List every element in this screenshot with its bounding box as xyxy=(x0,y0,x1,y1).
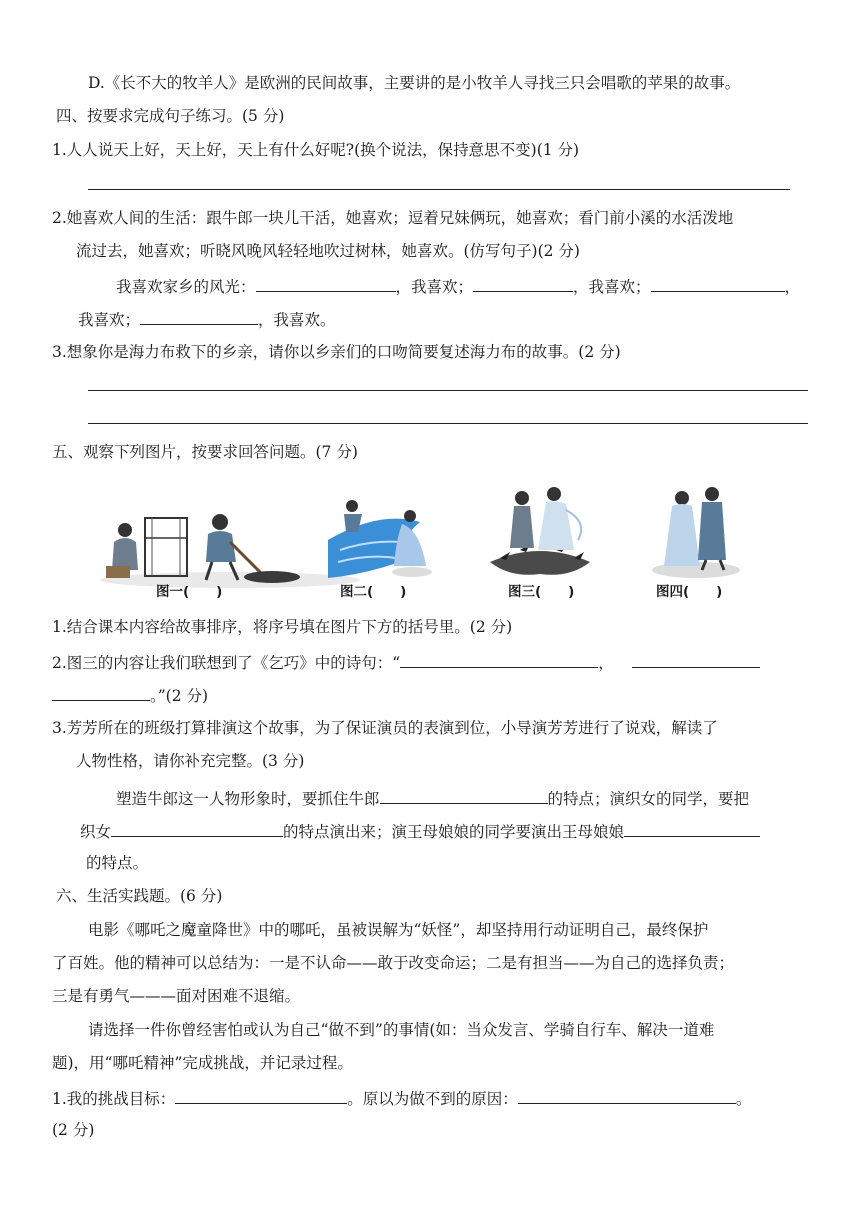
imitation-sentence-row-1 xyxy=(116,275,800,297)
question-4-3: 3.想象你是海力布救下的乡亲，请你以乡亲们的口吻简要复述海力布的故事。(2 分) xyxy=(52,343,621,361)
analysis-text: 塑造牛郎这一人物形象时，要抓住牛郎 xyxy=(116,790,380,808)
blank[interactable] xyxy=(518,1087,736,1104)
blank[interactable] xyxy=(651,275,785,292)
blank[interactable] xyxy=(140,308,258,325)
blank[interactable] xyxy=(175,1087,347,1104)
answer-line-4-3b[interactable] xyxy=(88,423,808,424)
question-5-1: 1.结合课本内容给故事排序，将序号填在图片下方的括号里。(2 分) xyxy=(52,618,513,636)
question-4-2-cont: 流过去，她喜欢；听晓风晚风轻轻地吹过树林，她喜欢。(仿写句子)(2 分) xyxy=(76,242,580,260)
imitation-text: ，我喜欢； xyxy=(395,278,474,296)
blank[interactable] xyxy=(624,820,760,837)
question-6-1-score: (2 分) xyxy=(52,1121,95,1139)
question-text: ， xyxy=(598,654,614,672)
question-4-1: 1.人人说天上好，天上好，天上有什么好呢?(换个说法，保持意思不变)(1 分) xyxy=(52,141,580,159)
blank[interactable] xyxy=(52,684,150,701)
analysis-text: 织女 xyxy=(80,823,112,841)
blank[interactable] xyxy=(473,275,573,292)
figure-3-label: 图三( ) xyxy=(508,584,575,600)
character-analysis-row-1 xyxy=(116,787,749,809)
option-d: D.《长不大的牧羊人》是欧洲的民间故事，主要讲的是小牧羊人寻找三只会唱歌的苹果的故事。 xyxy=(88,74,741,92)
imitation-text: ， xyxy=(784,278,801,296)
figure-4-label: 图四( ) xyxy=(656,584,723,600)
blank[interactable] xyxy=(400,651,598,668)
answer-line-4-3a[interactable] xyxy=(88,390,808,391)
figure-2-illustration xyxy=(328,500,432,578)
blank[interactable] xyxy=(632,651,760,668)
question-5-2-cont xyxy=(52,684,208,706)
passage-line-5: 题)，用“哪吒精神”完成挑战，并记录过程。 xyxy=(52,1054,353,1072)
figure-1-label: 图一( ) xyxy=(156,584,223,600)
answer-line-4-1[interactable] xyxy=(88,189,790,190)
passage-line-2: 了百姓。他的精神可以总结为：一是不认命——敢于改变命运；二是有担当——为自己的选择负责； xyxy=(52,954,735,972)
figure-1-illustration xyxy=(100,514,360,588)
section-4-heading: 四、按要求完成句子练习。(5 分) xyxy=(56,107,285,125)
blank[interactable] xyxy=(111,820,283,837)
imitation-text: 我喜欢家乡的风光： xyxy=(116,278,256,296)
picture-strip xyxy=(90,470,790,605)
passage-line-3: 三是有勇气———面对困难不退缩。 xyxy=(52,987,301,1005)
question-text: 。原以为做不到的原因： xyxy=(347,1090,518,1108)
imitation-text: ，我喜欢。 xyxy=(258,311,336,329)
question-text: 2.图三的内容让我们联想到了《乞巧》中的诗句：“ xyxy=(52,654,401,672)
figure-4-illustration xyxy=(652,487,740,578)
question-text: 1.我的挑战目标： xyxy=(52,1090,176,1108)
section-5-heading: 五、观察下列图片，按要求回答问题。(7 分) xyxy=(52,443,358,461)
imitation-text: 我喜欢； xyxy=(78,311,141,329)
character-analysis-row-3: 的特点。 xyxy=(86,854,149,872)
section-6-heading: 六、生活实践题。(6 分) xyxy=(56,887,223,905)
question-5-3-cont: 人物性格，请你补充完整。(3 分) xyxy=(76,752,305,770)
question-text: 。 xyxy=(735,1090,752,1108)
passage-line-4: 请选择一件你曾经害怕或认为自己“做不到”的事情(如：当众发言、学骑自行车、解决一道难 xyxy=(88,1021,715,1039)
passage-line-1: 电影《哪吒之魔童降世》中的哪吒，虽被误解为“妖怪”，却坚持用行动证明自己，最终保护 xyxy=(88,921,709,939)
blank[interactable] xyxy=(380,787,548,804)
imitation-sentence-row-2 xyxy=(78,308,336,330)
question-text: 。”(2 分) xyxy=(150,687,209,705)
blank[interactable] xyxy=(256,275,396,292)
imitation-text: ，我喜欢； xyxy=(573,278,651,296)
figure-3-illustration xyxy=(490,487,590,575)
figure-2-label: 图二( ) xyxy=(340,584,407,600)
analysis-text: 的特点；演织女的同学，要把 xyxy=(547,790,750,808)
question-4-2: 2.她喜欢人间的生活：跟牛郎一块儿干活，她喜欢；逗着兄妹俩玩，她喜欢；看门前小溪的水活泼地 xyxy=(52,209,734,227)
question-5-2 xyxy=(52,651,760,673)
character-analysis-row-2 xyxy=(80,820,760,842)
analysis-text: 的特点演出来；演王母娘娘的同学要演出王母娘娘 xyxy=(283,823,625,841)
question-6-1 xyxy=(52,1087,751,1109)
question-5-3: 3.芳芳所在的班级打算排演这个故事，为了保证演员的表演到位，小导演芳芳进行了说戏，解读了 xyxy=(52,719,718,737)
